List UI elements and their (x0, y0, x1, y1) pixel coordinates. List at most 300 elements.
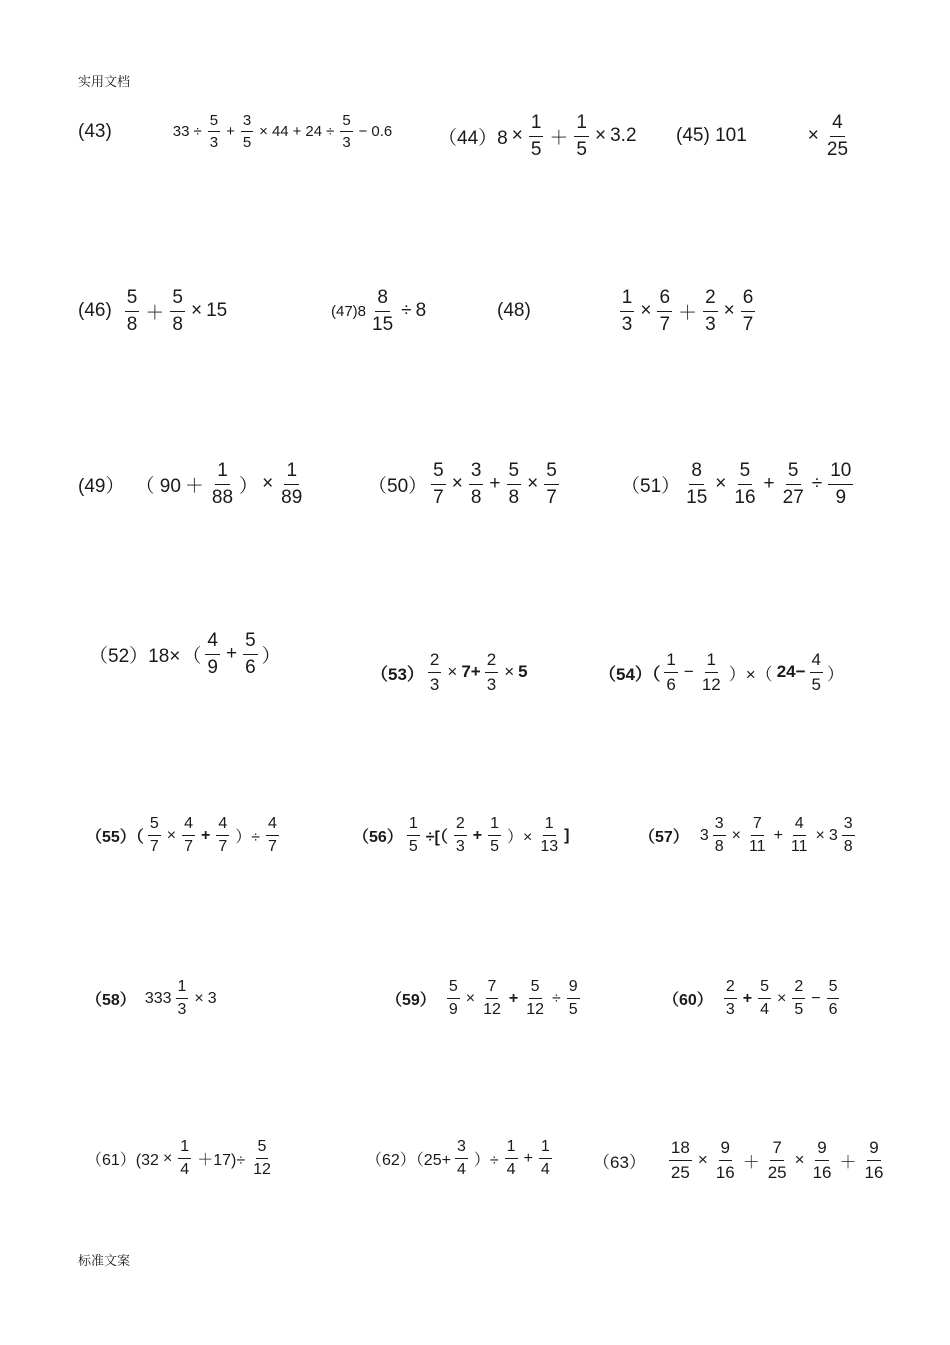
fraction (216, 815, 229, 857)
fraction (747, 815, 768, 857)
operator: + (226, 123, 235, 141)
operator: ＋ (678, 302, 698, 324)
numerator: 18 (669, 1138, 692, 1161)
operator: × (697, 1150, 708, 1170)
fraction (243, 630, 258, 679)
fraction (664, 650, 677, 694)
numerator: 2 (703, 287, 718, 312)
denominator: 7 (218, 838, 228, 856)
operator: × (259, 123, 268, 141)
denominator: 16 (734, 486, 756, 508)
numerator: 5 (447, 978, 460, 999)
fraction (539, 1138, 552, 1180)
denominator: 9 (448, 1001, 458, 1019)
operator: × (504, 662, 515, 682)
fraction (447, 978, 460, 1020)
numerator: 1 (539, 1138, 552, 1159)
fraction (741, 287, 756, 336)
operator: + (523, 1149, 533, 1167)
denominator: 7 (433, 486, 444, 508)
numerator: 4 (793, 815, 806, 836)
denominator: 4 (540, 1161, 550, 1179)
fraction (766, 1138, 789, 1182)
denominator: 4 (180, 1161, 190, 1179)
denominator: 11 (790, 838, 808, 856)
numerator: 8 (689, 460, 704, 485)
fraction (789, 815, 810, 857)
problem-45 (675, 112, 853, 161)
problem-51 (620, 460, 856, 509)
denominator: 15 (372, 313, 394, 335)
numerator: 3 (469, 460, 484, 485)
numerator: 9 (719, 1138, 732, 1161)
term: 24 (305, 123, 323, 141)
fraction (340, 112, 352, 152)
denominator: 7 (184, 838, 193, 856)
numerator: 5 (529, 978, 542, 999)
term: 3.2 (610, 125, 637, 147)
fraction (862, 1138, 885, 1182)
operator: ）÷ (473, 1152, 499, 1170)
fraction (620, 287, 635, 336)
denominator: 8 (843, 838, 853, 856)
term: （58） (86, 992, 136, 1010)
operator: ÷ (552, 989, 561, 1007)
term: （51） (621, 475, 681, 497)
fraction (732, 460, 757, 509)
denominator: 6 (666, 674, 676, 694)
operator: ＋ (839, 1152, 857, 1172)
numerator: 5 (256, 1138, 269, 1159)
denominator: 25 (826, 138, 849, 160)
term: (45) 101 (676, 125, 747, 147)
fraction (567, 978, 580, 1020)
operator: + (508, 989, 519, 1007)
numerator: 10 (828, 460, 853, 485)
operator: × (447, 662, 458, 682)
term: （50） (368, 475, 428, 497)
denominator: 27 (782, 486, 804, 508)
problem-44 (437, 112, 638, 161)
fraction (210, 460, 235, 509)
problem-59 (385, 978, 583, 1020)
fraction (469, 460, 484, 509)
fraction (842, 815, 855, 857)
fraction (481, 978, 503, 1020)
problem-56 (352, 815, 570, 857)
numerator: 5 (544, 460, 559, 485)
numerator: 4 (216, 815, 229, 836)
operator: ÷ (326, 123, 335, 141)
numerator: 2 (454, 815, 467, 836)
numerator: 2 (724, 978, 737, 999)
problem-49 (78, 460, 307, 509)
denominator: 5 (794, 1001, 804, 1019)
page-header: 实用文档 (78, 74, 131, 89)
problem-57 (638, 815, 858, 857)
problem-53 (370, 650, 529, 694)
denominator: 12 (253, 1161, 271, 1179)
fraction (792, 978, 805, 1020)
denominator: 3 (342, 134, 351, 152)
denominator: 16 (864, 1162, 884, 1182)
numerator: 6 (657, 287, 672, 312)
numerator: 2 (485, 650, 498, 673)
denominator: 3 (209, 134, 219, 152)
term: ） (827, 664, 844, 684)
denominator: 9 (207, 656, 218, 678)
fraction (485, 650, 498, 694)
operator: × (807, 125, 819, 147)
fraction (241, 112, 253, 152)
problem-label: (46) (78, 300, 112, 322)
problem-55 (85, 815, 282, 857)
numerator: 1 (176, 978, 189, 999)
operator: + (773, 826, 783, 844)
term: 44 (271, 123, 289, 141)
fraction (574, 112, 589, 161)
fraction (455, 1138, 468, 1180)
denominator: 7 (149, 838, 159, 856)
denominator: 12 (483, 1001, 501, 1019)
term: （57） (639, 829, 689, 847)
numerator: 4 (205, 630, 220, 655)
fraction (431, 460, 446, 509)
denominator: 25 (670, 1162, 690, 1182)
problem-label: (49） (78, 475, 125, 497)
numerator: 9 (567, 978, 580, 999)
denominator: 4 (456, 1161, 466, 1179)
denominator: 89 (281, 486, 303, 508)
numerator: 2 (792, 978, 805, 999)
denominator: 5 (576, 138, 587, 160)
denominator: 5 (530, 138, 542, 160)
operator: ＋ (742, 1152, 760, 1172)
fraction (713, 815, 726, 857)
fraction (251, 1138, 273, 1180)
page-footer: 标准文案 (78, 1253, 131, 1268)
denominator: 88 (211, 486, 234, 508)
operator: × (194, 989, 204, 1007)
denominator: 3 (705, 313, 716, 335)
operator: ÷ (811, 473, 823, 495)
denominator: 3 (177, 1001, 187, 1019)
problem-47 (330, 287, 427, 336)
numerator: 4 (810, 650, 823, 673)
fraction (488, 815, 501, 857)
fraction (544, 460, 559, 509)
fraction (148, 815, 161, 857)
denominator: 16 (812, 1162, 832, 1182)
problem-label: (48) (497, 300, 531, 322)
term: 33 (172, 123, 190, 141)
term: ） (239, 475, 259, 497)
fraction (758, 978, 771, 1020)
fraction (529, 112, 544, 161)
fraction (669, 1138, 692, 1182)
fraction (810, 650, 823, 694)
fraction (703, 287, 718, 336)
term: （62）（25+ (366, 1152, 451, 1170)
fraction (182, 815, 195, 857)
denominator: 25 (767, 1162, 787, 1182)
denominator: 7 (268, 838, 277, 856)
operator: + (742, 989, 753, 1007)
fraction (205, 630, 220, 679)
operator: − (358, 123, 368, 141)
denominator: 8 (470, 486, 482, 508)
numerator: 5 (827, 978, 840, 999)
numerator: 9 (867, 1138, 880, 1161)
operator: ＋17)÷ (197, 1152, 246, 1170)
operator: ＋ (184, 475, 204, 497)
numerator: 5 (125, 287, 140, 312)
denominator: 16 (715, 1162, 735, 1182)
operator: × (162, 1149, 173, 1167)
term: 3 (828, 826, 838, 844)
problem-52 (88, 630, 282, 679)
operator: × (776, 989, 787, 1007)
operator: + (489, 473, 501, 495)
term: 7+ (461, 662, 481, 682)
numerator: 1 (505, 1138, 518, 1159)
operator: ）÷ (235, 829, 261, 847)
numerator: 3 (455, 1138, 468, 1159)
problem-54 (598, 650, 845, 694)
fraction (454, 815, 467, 857)
numerator: 5 (170, 287, 185, 312)
operator: × (262, 473, 274, 495)
denominator: 8 (714, 838, 724, 856)
numerator: 3 (241, 112, 253, 132)
operator: ＋ (145, 302, 165, 324)
term: 15 (206, 300, 228, 322)
numerator: 1 (529, 112, 544, 137)
numerator: 2 (428, 650, 441, 673)
fraction (828, 460, 853, 509)
problem-48 (497, 287, 758, 336)
denominator: 3 (486, 674, 497, 694)
term: 24− (776, 662, 806, 682)
term: （44）8 (438, 127, 508, 149)
fraction (507, 460, 522, 509)
fraction (684, 460, 709, 509)
denominator: 9 (835, 486, 847, 508)
numerator: 1 (407, 815, 420, 836)
numerator: 5 (738, 460, 753, 485)
operator: − (683, 662, 694, 682)
operator: ）× (507, 829, 533, 847)
operator: × (715, 473, 727, 495)
term: （52）18× (89, 645, 181, 667)
denominator: 8 (126, 313, 138, 335)
fraction (811, 1138, 834, 1182)
denominator: 15 (686, 486, 708, 508)
fraction (279, 460, 304, 509)
denominator: 5 (490, 838, 499, 856)
numerator: 5 (786, 460, 801, 485)
numerator: 7 (751, 815, 764, 836)
operator: × (594, 125, 607, 147)
numerator: 1 (178, 1138, 191, 1159)
operator: × (640, 300, 652, 322)
denominator: 4 (760, 1001, 769, 1019)
numerator: 5 (507, 460, 522, 485)
numerator: 4 (266, 815, 279, 836)
denominator: 5 (811, 674, 821, 694)
numerator: 7 (486, 978, 499, 999)
numerator: 1 (620, 287, 635, 312)
numerator: 7 (770, 1138, 783, 1161)
fraction (266, 815, 279, 857)
fraction (538, 815, 560, 857)
operator: ÷ (401, 300, 412, 322)
operator: × (723, 300, 735, 322)
denominator: 5 (242, 134, 252, 152)
problem-label: (43) (78, 120, 112, 142)
problem-60 (662, 978, 842, 1020)
numerator: 5 (208, 112, 220, 132)
fraction (176, 978, 189, 1020)
denominator: 12 (526, 1001, 544, 1019)
fraction (700, 650, 723, 694)
operator: + (225, 643, 238, 665)
fraction (407, 815, 420, 857)
numerator: 1 (574, 112, 589, 137)
operator: × (794, 1150, 805, 1170)
numerator: 1 (543, 815, 556, 836)
denominator: 7 (742, 313, 754, 335)
operator: ÷ (193, 123, 202, 141)
numerator: 5 (431, 460, 446, 485)
fraction (724, 978, 737, 1020)
denominator: 13 (540, 838, 559, 856)
term: （59） (386, 992, 436, 1010)
denominator: 3 (455, 838, 465, 856)
numerator: 1 (705, 650, 718, 673)
operator: + (200, 826, 211, 844)
operator: × (815, 826, 825, 844)
term: 8 (415, 300, 427, 322)
operator: × (166, 826, 177, 844)
denominator: 8 (508, 486, 520, 508)
fraction (125, 287, 140, 336)
term: （61）(32 (86, 1152, 159, 1170)
fraction (370, 287, 395, 336)
denominator: 5 (568, 1001, 578, 1019)
problem-62 (365, 1138, 555, 1180)
term: （54）（ (599, 664, 661, 684)
fraction (208, 112, 220, 152)
term: 333 (144, 989, 172, 1007)
operator: × (527, 473, 539, 495)
denominator: 8 (172, 313, 183, 335)
numerator: 5 (340, 112, 352, 132)
numerator: 5 (148, 815, 161, 836)
problem-46 (78, 287, 228, 336)
denominator: 7 (659, 313, 671, 335)
fraction (827, 978, 840, 1020)
operator: × (511, 125, 523, 147)
fraction (524, 978, 546, 1020)
numerator: 1 (215, 460, 230, 485)
operator: + (472, 826, 483, 844)
denominator: 3 (621, 313, 633, 335)
operator: × (190, 300, 203, 322)
term: 3 (699, 826, 709, 844)
term: ） (261, 645, 281, 667)
denominator: 4 (506, 1161, 516, 1179)
denominator: 7 (546, 486, 557, 508)
problem-50 (367, 460, 562, 509)
problem-58 (85, 978, 218, 1020)
term: (47)8 (331, 302, 367, 320)
term: 3 (207, 989, 217, 1007)
denominator: 3 (725, 1001, 735, 1019)
operator: × (465, 989, 476, 1007)
operator: × (451, 473, 463, 495)
fraction (825, 112, 850, 161)
numerator: 8 (375, 287, 390, 312)
term: （53） (371, 664, 424, 684)
numerator: 3 (713, 815, 726, 836)
denominator: 3 (429, 674, 440, 694)
numerator: 4 (182, 815, 195, 836)
problem-61 (85, 1138, 276, 1180)
operator: + (292, 123, 302, 141)
term: （ (182, 645, 202, 667)
operator: − (811, 989, 821, 1007)
operator: ÷[（ (425, 829, 448, 847)
term: （55）（ (86, 829, 144, 847)
numerator: 4 (830, 112, 845, 137)
numerator: 9 (815, 1138, 828, 1161)
term: （56） (353, 829, 403, 847)
term: 5 (518, 662, 528, 682)
fraction (428, 650, 441, 694)
operator: + (763, 473, 775, 495)
fraction (178, 1138, 191, 1180)
fraction (657, 287, 672, 336)
term: （ 90 (135, 475, 181, 497)
problem-43 (78, 112, 393, 152)
fraction (714, 1138, 737, 1182)
numerator: 5 (243, 630, 258, 655)
numerator: 6 (741, 287, 756, 312)
denominator: 12 (701, 674, 721, 694)
fraction (505, 1138, 518, 1180)
denominator: 11 (748, 838, 766, 856)
term: （63） (593, 1152, 646, 1172)
numerator: 1 (664, 650, 677, 673)
fraction (170, 287, 185, 336)
operator: ）×（ (728, 664, 773, 684)
denominator: 5 (408, 838, 418, 856)
denominator: 6 (245, 656, 256, 678)
numerator: 1 (488, 815, 501, 836)
numerator: 5 (758, 978, 771, 999)
operator: ＋ (549, 127, 569, 149)
fraction (781, 460, 806, 509)
numerator: 3 (842, 815, 855, 836)
numerator: 1 (284, 460, 299, 485)
denominator: 6 (828, 1001, 838, 1019)
term: ] (564, 826, 570, 844)
term: （60） (663, 992, 713, 1010)
problem-63 (592, 1138, 888, 1182)
term: 0.6 (371, 123, 393, 141)
operator: × (731, 826, 741, 844)
